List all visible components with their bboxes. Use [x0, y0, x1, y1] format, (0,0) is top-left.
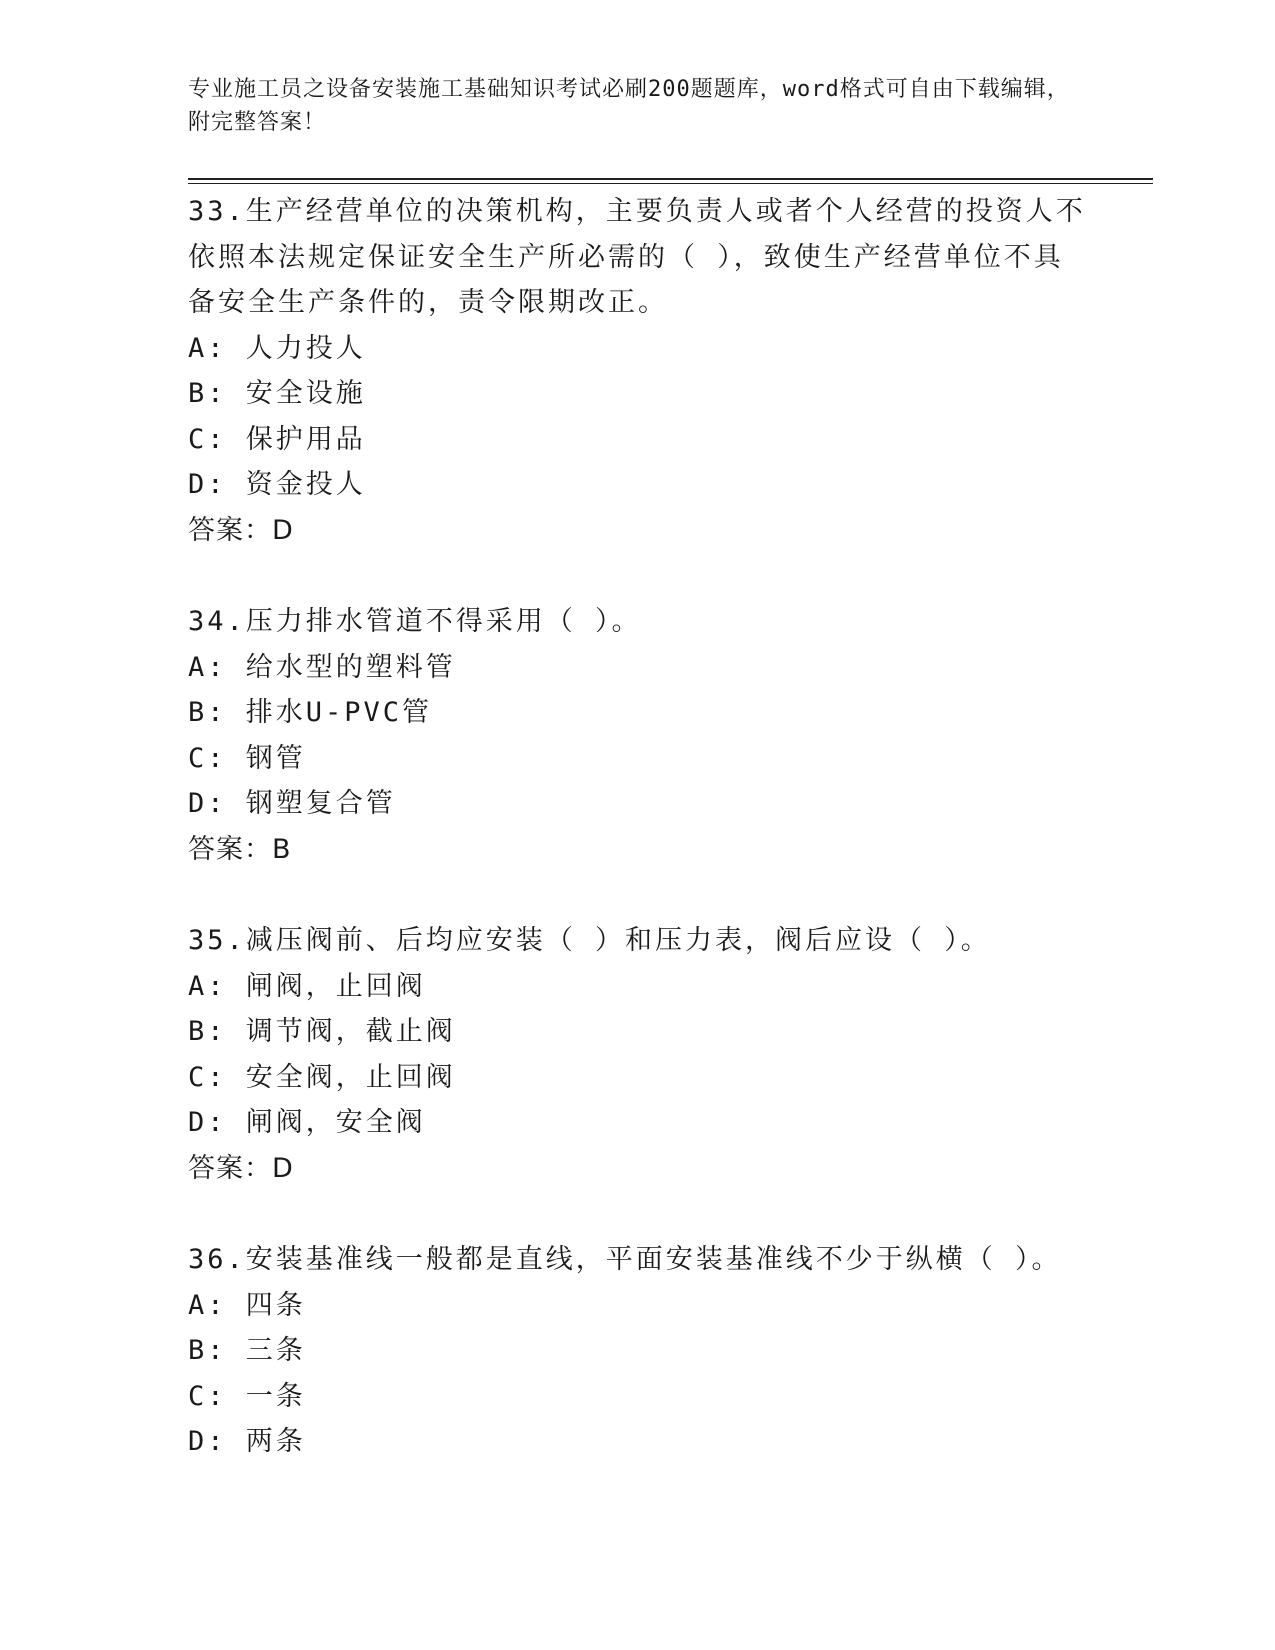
option-c: C: 安全阀，止回阀: [188, 1061, 456, 1093]
option-a: A: 闸阀，止回阀: [188, 970, 426, 1002]
document-header: 专业施工员之设备安装施工基础知识考试必刷200题题库，word格式可自由下载编辑，附完整答案！: [188, 77, 1070, 135]
answer-label: 答案：B: [188, 833, 292, 865]
question-list: [188, 189, 1108, 1511]
option-d: D: 资金投人: [188, 469, 366, 500]
question-36: [188, 1237, 1108, 1465]
option-c: C: 一条: [188, 1380, 306, 1412]
option-a: A: 四条: [188, 1289, 306, 1321]
option-b: B: 调节阀，截止阀: [188, 1016, 456, 1047]
option-c: C: 钢管: [188, 742, 306, 774]
header-divider-thick: [188, 178, 1153, 180]
option-d: D: 闸阀，安全阀: [188, 1107, 426, 1138]
answer-label: 答案：D: [188, 514, 294, 546]
question-stem: 35.减压阀前、后均应安装（ ）和压力表，阀后应设（ ）。: [188, 925, 991, 956]
option-d: D: 钢塑复合管: [188, 788, 396, 819]
option-b: B: 三条: [188, 1335, 306, 1366]
option-c: C: 保护用品: [188, 423, 366, 455]
question-35: [188, 918, 1108, 1191]
option-a: A: 人力投人: [188, 332, 366, 364]
question-34: [188, 599, 1108, 872]
question-stem: 36.安装基准线一般都是直线，平面安装基准线不少于纵横（ ）。: [188, 1244, 1062, 1275]
option-b: B: 排水U-PVC管: [188, 697, 433, 728]
option-a: A: 给水型的塑料管: [188, 651, 456, 683]
question-stem: 34.压力排水管道不得采用（ ）。: [188, 606, 642, 637]
question-33: [188, 189, 1108, 553]
answer-label: 答案：D: [188, 1152, 294, 1184]
header-divider-thin: [188, 183, 1153, 184]
option-d: D: 两条: [188, 1426, 306, 1457]
option-b: B: 安全设施: [188, 378, 366, 409]
question-stem: 33.生产经营单位的决策机构，主要负责人或者个人经营的投资人不依照本法规定保证安全生产所必需的（ ），致使生产经营单位不具备安全生产条件的，责令限期改正。: [188, 196, 1086, 318]
